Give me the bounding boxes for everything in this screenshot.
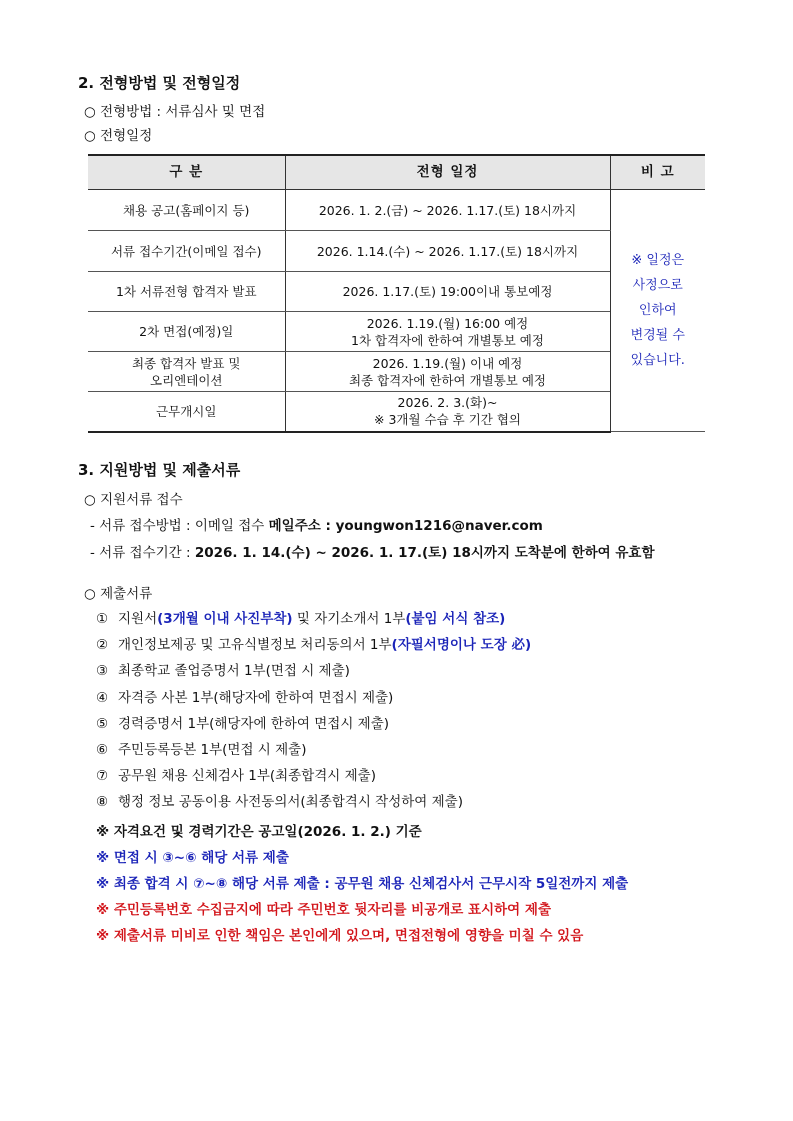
doc-number: ④ xyxy=(96,690,109,706)
doc-item xyxy=(96,764,376,784)
row-label: 2차 면접(예정)일 xyxy=(88,312,285,352)
note-line: 있습니다. xyxy=(630,353,685,368)
doc-item xyxy=(96,738,307,758)
schedule-title: ○ 전형일정 xyxy=(84,128,153,144)
section2-heading: 2. 전형방법 및 전형일정 xyxy=(78,74,241,92)
row-schedule xyxy=(285,312,610,352)
section3-heading: 3. 지원방법 및 제출서류 xyxy=(78,461,241,479)
doc-item xyxy=(96,659,350,679)
doc-item xyxy=(96,686,393,706)
note-final: ※ 최종 합격 시 ⑦~⑧ 해당 서류 제출 : 공무원 채용 신체검사서 근무시작 5일전까지 제출 xyxy=(96,876,629,892)
row-schedule xyxy=(285,392,610,432)
doc-number: ⑦ xyxy=(96,768,109,784)
header-note: 비 고 xyxy=(610,155,705,190)
doc-number: ② xyxy=(96,637,109,653)
period-value: 2026. 1. 14.(수) ~ 2026. 1. 17.(토) 18시까지 도착분에 한하여 유효함 xyxy=(194,545,655,561)
row-schedule: 2026. 1.14.(수) ~ 2026. 1.17.(토) 18시까지 xyxy=(285,231,610,272)
doc-text: 행정 정보 공동이용 사전동의서(최종합격시 작성하여 제출) xyxy=(118,794,463,810)
schedule-line: 1차 합격자에 한하여 개별통보 예정 xyxy=(351,332,544,348)
table-header-row xyxy=(88,155,705,190)
doc-text: 개인정보제공 및 고유식별정보 처리동의서 1부 xyxy=(118,637,392,653)
doc-highlight: (3개월 이내 사진부착) xyxy=(157,611,293,627)
table-row xyxy=(88,190,705,231)
docs-title: ○ 제출서류 xyxy=(84,586,153,602)
schedule-line: ※ 3개월 수습 후 기간 협의 xyxy=(374,412,521,428)
doc-highlight: (자필서명이나 도장 必) xyxy=(391,637,532,653)
doc-item xyxy=(96,633,531,653)
label-line: 오리엔테이션 xyxy=(150,372,223,388)
note-interview: ※ 면접 시 ③~⑥ 해당 서류 제출 xyxy=(96,850,289,866)
doc-text: 공무원 채용 신체검사 1부(최종합격시 제출) xyxy=(118,768,376,784)
doc-text: 주민등록등본 1부(면접 시 제출) xyxy=(118,742,307,758)
doc-number: ⑥ xyxy=(96,742,109,758)
note-line: 사정으로 xyxy=(632,278,683,293)
doc-text: 지원서 xyxy=(118,611,158,627)
email-label: 메일주소 : xyxy=(268,518,336,534)
doc-item xyxy=(96,607,505,627)
label-line: 최종 합격자 발표 및 xyxy=(131,355,241,371)
note-responsibility: ※ 제출서류 미비로 인한 책임은 본인에게 있으며, 면접전형에 영향을 미칠 수 있음 xyxy=(96,928,584,944)
note-line: 변경될 수 xyxy=(630,328,685,343)
submit-method xyxy=(90,514,543,534)
note-resident-number: ※ 주민등록번호 수집금지에 따라 주민번호 뒷자리를 비공개로 표시하여 제출 xyxy=(96,902,551,918)
doc-number: ③ xyxy=(96,663,109,679)
row-schedule: 2026. 1. 2.(금) ~ 2026. 1.17.(토) 18시까지 xyxy=(285,190,610,231)
row-label: 1차 서류전형 합격자 발표 xyxy=(88,272,285,312)
doc-number: ⑤ xyxy=(96,716,109,732)
row-label: 채용 공고(홈페이지 등) xyxy=(88,190,285,231)
schedule-line: 2026. 1.19.(월) 이내 예정 xyxy=(372,355,523,371)
doc-text: 최종학교 졸업증명서 1부(면접 시 제출) xyxy=(118,663,350,679)
note-line: 인하여 xyxy=(638,303,677,318)
selection-method: ○ 전형방법 : 서류심사 및 면접 xyxy=(84,104,266,120)
period-prefix: - 서류 접수기간 : xyxy=(90,545,195,561)
submit-period xyxy=(90,541,655,561)
doc-item xyxy=(96,712,389,732)
header-schedule: 전형 일정 xyxy=(285,155,610,190)
note-cell xyxy=(610,190,705,432)
doc-text: 자격증 사본 1부(해당자에 한하여 면접시 제출) xyxy=(118,690,394,706)
note-line: ※ 일정은 xyxy=(631,253,685,268)
header-category: 구 분 xyxy=(88,155,285,190)
doc-number: ① xyxy=(96,611,109,627)
schedule-line: 최종 합격자에 한하여 개별통보 예정 xyxy=(348,372,547,388)
schedule-line: 2026. 2. 3.(화)~ xyxy=(397,395,498,411)
doc-text: 경력증명서 1부(해당자에 한하여 면접시 제출) xyxy=(118,716,390,732)
schedule-table xyxy=(88,154,705,433)
email-address: youngwon1216@naver.com xyxy=(335,518,543,534)
schedule-line: 2026. 1.19.(월) 16:00 예정 xyxy=(366,315,529,331)
doc-item xyxy=(96,790,463,810)
doc-text: 및 자기소개서 1부 xyxy=(292,611,406,627)
row-label: 근무개시일 xyxy=(88,392,285,432)
row-schedule xyxy=(285,352,610,392)
doc-highlight: (붙임 서식 참조) xyxy=(405,611,506,627)
row-schedule: 2026. 1.17.(토) 19:00이내 통보예정 xyxy=(285,272,610,312)
row-label xyxy=(88,352,285,392)
row-label: 서류 접수기간(이메일 접수) xyxy=(88,231,285,272)
method-prefix: - 서류 접수방법 : 이메일 접수 xyxy=(90,518,269,534)
doc-number: ⑧ xyxy=(96,794,109,810)
submit-title: ○ 지원서류 접수 xyxy=(84,492,183,508)
note-qualification: ※ 자격요건 및 경력기간은 공고일(2026. 1. 2.) 기준 xyxy=(96,824,422,840)
